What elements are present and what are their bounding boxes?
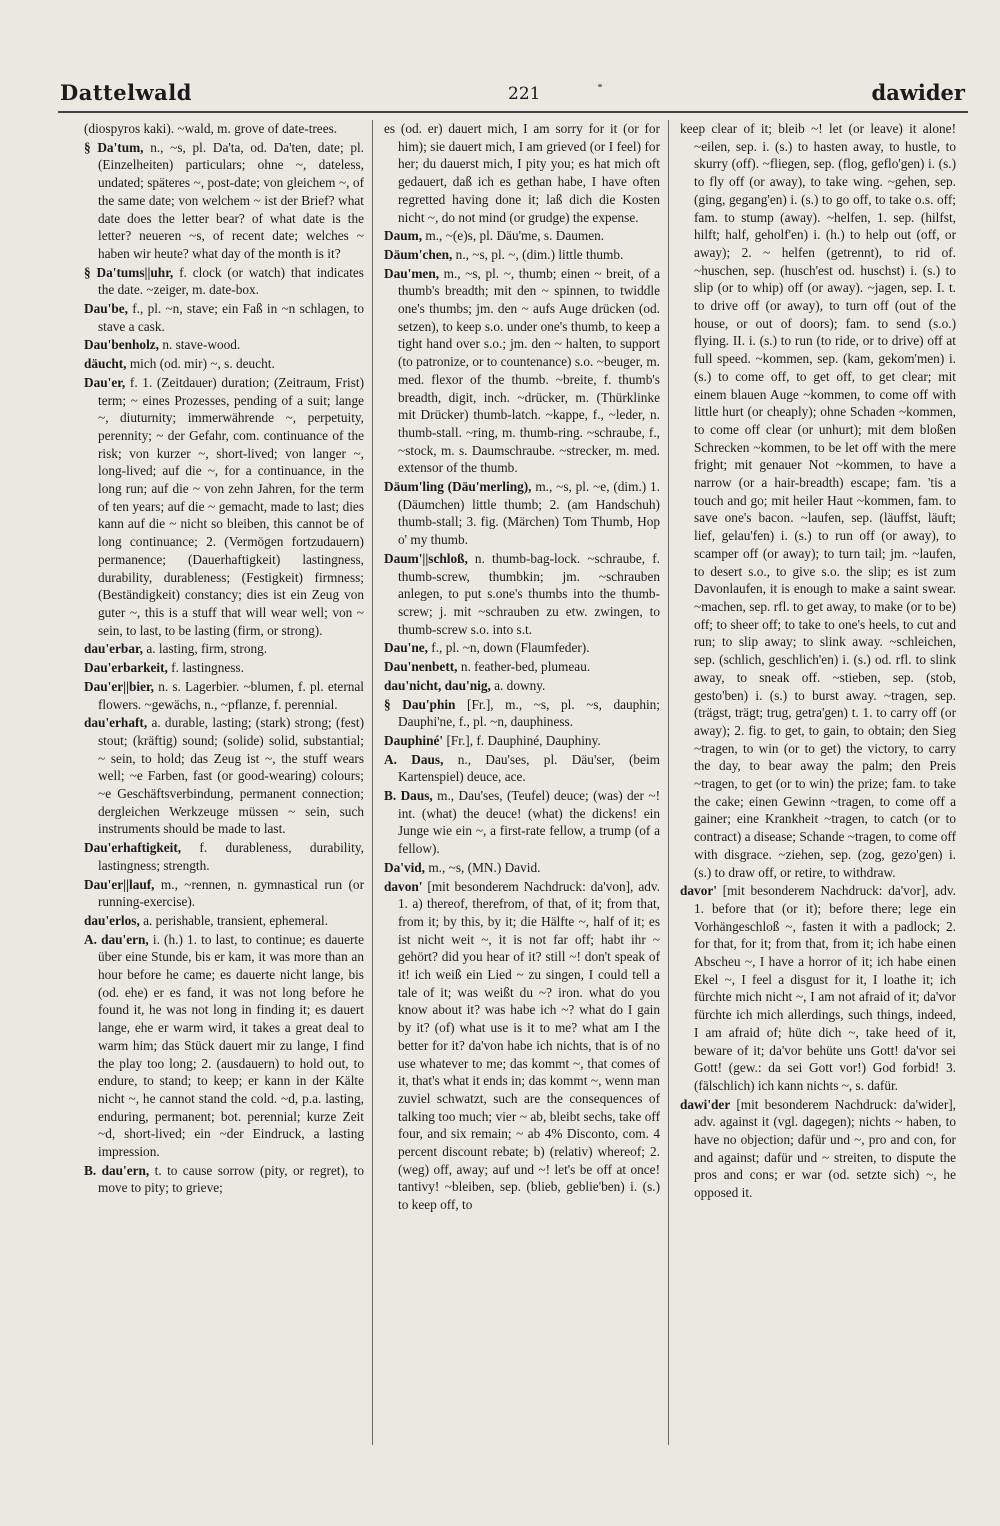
dictionary-entry (680, 120, 956, 881)
dictionary-entry (84, 300, 364, 335)
dictionary-entry (84, 659, 364, 677)
dictionary-entry (384, 859, 660, 877)
dictionary-entry (84, 714, 364, 838)
entry-headword: Daum'||schloß, (384, 550, 468, 566)
entry-definition: n., ~s, pl. Da'ta, od. Da'ten, date; pl. (Einzelheiten) particulars; ohne ~, dateless, undated; späteres ~, post-date; von gleichem ~, of the same date; von welchem ~ ist der Brief? what date does the letter bear? of what date is the letter? neueren ~s, of recent date; welches ~ haben wir heute? what day of the month is it? (98, 139, 364, 261)
entry-definition: f. durableness, durability, lastingness; strength. (98, 840, 364, 873)
dictionary-entry (384, 696, 660, 731)
entry-definition: mich (od. mir) ~, s. deucht. (129, 356, 275, 372)
dictionary-entry (84, 139, 364, 263)
dictionary-entry (384, 639, 660, 657)
entry-headword: Dau'erbarkeit, (84, 660, 168, 676)
entry-definition: a. perishable, transient, ephemeral. (143, 912, 329, 928)
entry-headword: § Da'tums||uhr, (84, 264, 174, 280)
entry-headword: Da'vid, (384, 859, 426, 875)
entry-definition: f. 1. (Zeitdauer) duration; (Zeitraum, Frist) term; ~ eines Prozesses, pending of a suit; lange ~, diuturnity; immerwährende ~, perpetuity, perennity; ~ der Gefahr, com. continuance of the risk; von kurzer ~, short-lived; von langer ~, long-lived; auf die ~, for a continuance, in the long run; auf die ~ von zehn Jahren, for the term of ten years; auf die ~ gemacht, made to last; dies kann auf die ~ nicht so bleiben, this cannot be of long continuance; 2. (Vermögen fortzudauern) permanence; (Dauerhaftigkeit) lastingness, durability, durableness; (Festigkeit) firmness; (Beständigkeit) constancy; dies ist ein Zeug von guter ~, this is a stuff that will wear well; von ~ sein, to last, to be lasting (firm, or strong). (98, 374, 364, 638)
entry-definition: n. feather-bed, plumeau. (460, 659, 591, 675)
dictionary-entry (84, 264, 364, 299)
entry-definition: f., pl. ~n, stave; ein Faß in ~n schlagen, to stave a cask. (98, 301, 364, 334)
dictionary-entry (680, 882, 956, 1094)
entry-headword: dau'erbar, (84, 641, 143, 657)
dictionary-entry (84, 374, 364, 640)
dictionary-entry (384, 120, 660, 226)
entry-definition: m., ~s, (MN.) David. (428, 859, 541, 875)
entry-headword: Dau'er||lauf, (84, 876, 155, 892)
entry-headword: Dau'nenbett, (384, 659, 458, 675)
entry-definition: n. stave-wood. (162, 337, 241, 353)
dictionary-entry (84, 120, 364, 138)
entry-definition: m., ~s, pl. ~, thumb; einen ~ breit, of a thumb's breadth; mit den ~ spinnen, to twiddle one's thumbs; jm. den ~ aufs Auge drücken (od. setzen), to keep s.o. under one's thumb, to keep a tight hand over s.o.; jm. den ~ halten, to support (to patronize, or to countenance) s.o. ~beuger, m. med. flexor of the thumb. ~breite, f. thumb's breadth, digit, inch. ~drücker, m. (Thürklinke mit Drücker) thumb-latch. ~kappe, f., ~leder, n. thumb-stall. ~ring, m. thumb-ring. ~schraube, f., ~stock, m. s. Daumschraube. ~strecker, m. med. extensor of the thumb. (398, 265, 660, 476)
entry-headword: dau'erlos, (84, 912, 140, 928)
entry-headword: Dauphiné' (384, 732, 444, 748)
entry-definition: f., pl. ~n, down (Flaumfeder). (431, 640, 590, 656)
entry-definition: a. durable, lasting; (stark) strong; (fest) stout; (kräftig) sound; (solide) solid, substantial; ~ sein, to hold; das Zeug ist ~, the stuff wears well; ~e Farben, fast (or good-wearing) colours; ~e Geschäftsverbindung, permanent connection; dergleichen Werkzeuge müssen ~ sein, such instruments should be made to last. (98, 715, 364, 837)
header-last-headword: dawider (871, 80, 965, 105)
entry-headword: A. dau'ern, (84, 931, 149, 947)
column-divider (372, 120, 373, 1445)
entry-definition: n., ~s, pl. ~, (dim.) little thumb. (455, 246, 624, 262)
dictionary-entry (84, 355, 364, 373)
entry-headword: dawi'der (680, 1096, 731, 1112)
entry-headword: Dau'erhaftigkeit, (84, 840, 182, 856)
entry-definition: m., ~(e)s, pl. Däu'me, s. Daumen. (425, 228, 605, 244)
entry-definition: f. clock (or watch) that indicates the date. ~zeiger, m. date-box. (98, 264, 364, 298)
entry-headword: Dau'benholz, (84, 337, 159, 353)
entry-headword: § Da'tum, (84, 139, 144, 155)
dictionary-entry (84, 336, 364, 354)
running-head (60, 80, 965, 114)
dictionary-entry (84, 876, 364, 911)
entry-headword: davon' (384, 878, 423, 894)
entry-definition: n. thumb-bag-lock. ~schraube, f. thumb-screw, thumbkin; jm. ~schrauben anlegen, to put s.one's thumbs into the thumb-screw; j. mit ~schrauben zu etw. zwingen, to thumb-screw s.o. into s.t. (398, 550, 660, 637)
dictionary-entry (84, 931, 364, 1161)
entry-headword: Dau'ne, (384, 640, 428, 656)
dictionary-entry (680, 1096, 956, 1202)
entry-headword: Dau'er||bier, (84, 678, 154, 694)
entry-headword: Dau'be, (84, 301, 128, 317)
entry-headword: Däum'ling (Däu'merling), (384, 479, 532, 495)
entry-definition: t. to cause sorrow (pity, or regret), to move to pity; to grieve; (98, 1162, 364, 1196)
entry-definition: n., Dau'ses, pl. Däu'ser, (beim Kartenspiel) deuce, ace. (398, 751, 660, 785)
dictionary-entry (384, 878, 660, 1214)
dictionary-entry (84, 640, 364, 658)
entry-headword: Dau'er, (84, 374, 126, 390)
entry-definition: a. lasting, firm, strong. (146, 641, 268, 657)
page-number: 221 (508, 84, 541, 104)
entry-definition: es (od. er) dauert mich, I am sorry for it (or for him); sie dauert mich, I am grieved (or I feel) for her; du dauerst mich, I pity you; es hat mich oft gedauert, daß ich es gethan habe, I have often regretted having done it; laß dich die Kosten nicht ~, do not mind (or grudge) the expense. (384, 121, 660, 225)
dictionary-entry (84, 839, 364, 874)
entry-headword: däucht, (84, 356, 127, 372)
dictionary-entry (84, 912, 364, 930)
dictionary-entry (384, 677, 660, 695)
header-rule (58, 111, 968, 113)
dictionary-entry (84, 678, 364, 713)
entry-headword: § Dau'phin (384, 696, 456, 712)
dictionary-entry (384, 246, 660, 264)
entry-definition: (diospyros kaki). ~wald, m. grove of date-trees. (84, 121, 338, 136)
header-first-headword: Dattelwald (60, 80, 192, 105)
dictionary-entry (384, 787, 660, 858)
entry-definition: m., Dau'ses, (Teufel) deuce; (was) der ~! int. (what) the deuce! (what) the dickens! ein Junge wie ein ~, a first-rate fellow, a trump (of a fellow). (398, 788, 660, 857)
entry-definition: [Fr.], f. Dauphiné, Dauphiny. (446, 732, 601, 748)
entry-definition: [mit besonderem Nachdruck: da'von], adv. 1. a) thereof, therefrom, of that, of it; from that, from it; by this, by it; die Hälfte ~, half of it; es ist nicht weit ~, it is not far off; habt ihr ~ gehört? did you hear of it? still ~! don't speak of it! ich weiß ein Lied ~ zu singen, I could tell a tale of it; was weißt du ~? iron. what do you know about it? was habe ich ~? what do I gain by it? (of) what use is it to me? what am I the better for it? da'von habe ich nichts, that is of no use whatever to me; das kommt ~, that comes of it, that's what it ends in; das kommt ~, wenn man zuviel schwatzt, such are the consequences of talking too much; vier ~ ab, bleibt sechs, take off four, and six remain; ~ ab 4% Disconto, com. 4 percent discount rebate; b) (relativ) whereof; 2. (weg) off, away; auf und ~! let's be off at once! tantivy! ~bleiben, sep. (blieb, geblie'ben) i. (s.) to keep off, to (398, 878, 660, 1213)
entry-definition: keep clear of it; bleib ~! let (or leave) it alone! ~eilen, sep. i. (s.) to hasten away, to hustle, to skurry (off). ~fliegen, sep. (flog, geflo'gen) i. (s.) to fly off (or away), to take wing. ~gehen, sep. (ging, gegang'en) i. (s.) to go off, to take o.s. off; fam. to stump (away). ~helfen, 1. sep. (hilfst, hilft; half, geholf'en) i. (h.) to help out (off, or away); 2. ~ helfen (getrennt), to rid of. ~huschen, sep. (husch'est od. huschst) i. (s.) to slip (or to whip) off (or away). ~jagen, sep. I. t. to drive off (or away), to turn off (out of the house, or out of doors); fam. to send (s.o.) flying. II. i. (s.) to run (to ride, or to drive) off at full speed. ~kommen, sep. (kam, gekom'men) i. (s.) to come off, to get off, to get clear; mit einem blauen Auge ~kommen, to come off with little hurt (or cheaply); ohne Schaden ~kommen, to come off clear (or unhurt); mit dem bloßen Schrecken ~kommen, to be let off with the mere fright; mit genauer Not ~kommen, to have a narrow (or a hair-breadth) escape; fam. 'tis a touch and go; mit heiler Haut ~kommen, fam. to save one's bacon. ~laufen, sep. (läuffst, läuft; lief, gelau'fen) i. (s.) to run off (or away), to scamper off (or away); to turn tail; jm. ~laufen, to desert s.o., to give s.o. the slip; es ist zum Davonlaufen, it is enough to make a saint swear. ~machen, sep. rfl. to get away, to make (or to be) off; to sheer off; to take to one's heels, to cut and run; to slip away; to slink away. ~schleichen, sep. (schlich, geschlich'en) i. (s.) od. rfl. to slink away, to sneak off. ~stieben, sep. (stob, gesto'ben) i. (s.) to burst away. ~tragen, sep. (trägst, trägt; trug, getra'gen) t. 1. to carry off (or away); 2. fig. to get, to gain, to obtain; den Sieg ~tragen, to win (or to get) the victory, to carry the day, to bear away the palm; den Preis ~tragen, to get (or to win) the prize; fam. to take the cake; einen Gewinn ~tragen, to come off a gainer; eine Krankheit ~tragen, to catch (or to contract) a disease; Schande ~tragen, to come off with disgrace. ~ziehen, sep. (zog, gezo'gen) i. (s.) to draw off, or retire, to withdraw. (680, 121, 956, 880)
dictionary-entry (84, 1162, 364, 1197)
entry-definition: a. downy. (494, 677, 546, 693)
dictionary-entry (384, 265, 660, 477)
dictionary-entry (384, 751, 660, 786)
entry-definition: m., ~rennen, n. gymnastical run (or running-exercise). (98, 876, 364, 910)
column-divider (668, 120, 669, 1445)
dictionary-entry (384, 478, 660, 549)
entry-headword: B. dau'ern, (84, 1162, 150, 1178)
entry-definition: i. (h.) 1. to last, to continue; es dauerte über eine Stunde, bis er kam, it was more than an hour before he came; es dauerte nicht lange, bis (od. ehe) er es fand, it was not long before he found it, he was not long in finding it; es dauert lange, ehe er warm wird, it takes a great deal to warm him; das Stück dauert mir zu lange, I find the play too long; 2. (ausdauern) to hold out, to endure, to stand; to keep; er kann in der Kälte nicht ~, he cannot stand the cold. ~d, p.a. lasting, enduring, permanent; bot. perennial; kurze Zeit ~d, short-lived; ein ~der Eindruck, a lasting impression. (98, 931, 364, 1160)
column-right (680, 120, 956, 1465)
entry-headword: dau'erhaft, (84, 715, 148, 731)
ink-mark (598, 84, 602, 87)
entry-headword: B. Daus, (384, 788, 433, 804)
dictionary-entry (384, 732, 660, 750)
entry-headword: Däum'chen, (384, 246, 453, 262)
entry-headword: davor' (680, 883, 717, 899)
dictionary-entry (384, 227, 660, 245)
entry-headword: A. Daus, (384, 751, 444, 767)
entry-headword: Daum, (384, 228, 423, 244)
entry-definition: [Fr.], m., ~s, pl. ~s, dauphin; Dauphi'ne, f., pl. ~n, dauphiness. (398, 696, 660, 730)
entry-headword: Dau'men, (384, 265, 440, 281)
entry-definition: n. s. Lagerbier. ~blumen, f. pl. eternal flowers. ~gewächs, n., ~pflanze, f. perennial. (98, 678, 364, 712)
entry-definition: m., ~s, pl. ~e, (dim.) 1. (Däumchen) little thumb; 2. (am Handschuh) thumb-stall; 3. fig. (Märchen) Tom Thumb, Hop o' my thumb. (398, 479, 660, 548)
dictionary-entry (384, 550, 660, 639)
entry-definition: [mit besonderem Nachdruck: da'vor], adv. 1. before that (or it); before there; lege ein Vorhängeschloß ~, fasten it with a padlock; 2. for that, for it; from that, from it; ich habe einen Abscheu ~, I have a horror of it; ich habe einen Ekel ~, I feel a disgust for it, I loathe it; ich fürchte mich nicht ~, I am not afraid of it; da'vor fürchte ich mich allerdings, such things, indeed, I am afraid of; hüte dich ~, take heed of it, beware of it; da'vor behüte uns Gott! da'vor sei Gott! (gew.: da sei Gott vor!) God forbid! 3. (fälschlich) ich kann nichts ~, s. dafür. (694, 883, 956, 1093)
entry-definition: [mit besonderem Nachdruck: da'wider], adv. against it (vgl. dagegen); nichts ~ haben, to have no objection; dafür und ~, pro and con, for and against; dafür und ~ streiten, to dispute the pros and cons; er war (od. setzte sich) ~, he opposed it. (694, 1096, 956, 1201)
entry-definition: f. lastingness. (171, 660, 244, 676)
dictionary-entry (384, 658, 660, 676)
column-middle (384, 120, 660, 1465)
column-left (84, 120, 364, 1465)
entry-headword: dau'nicht, dau'nig, (384, 677, 491, 693)
